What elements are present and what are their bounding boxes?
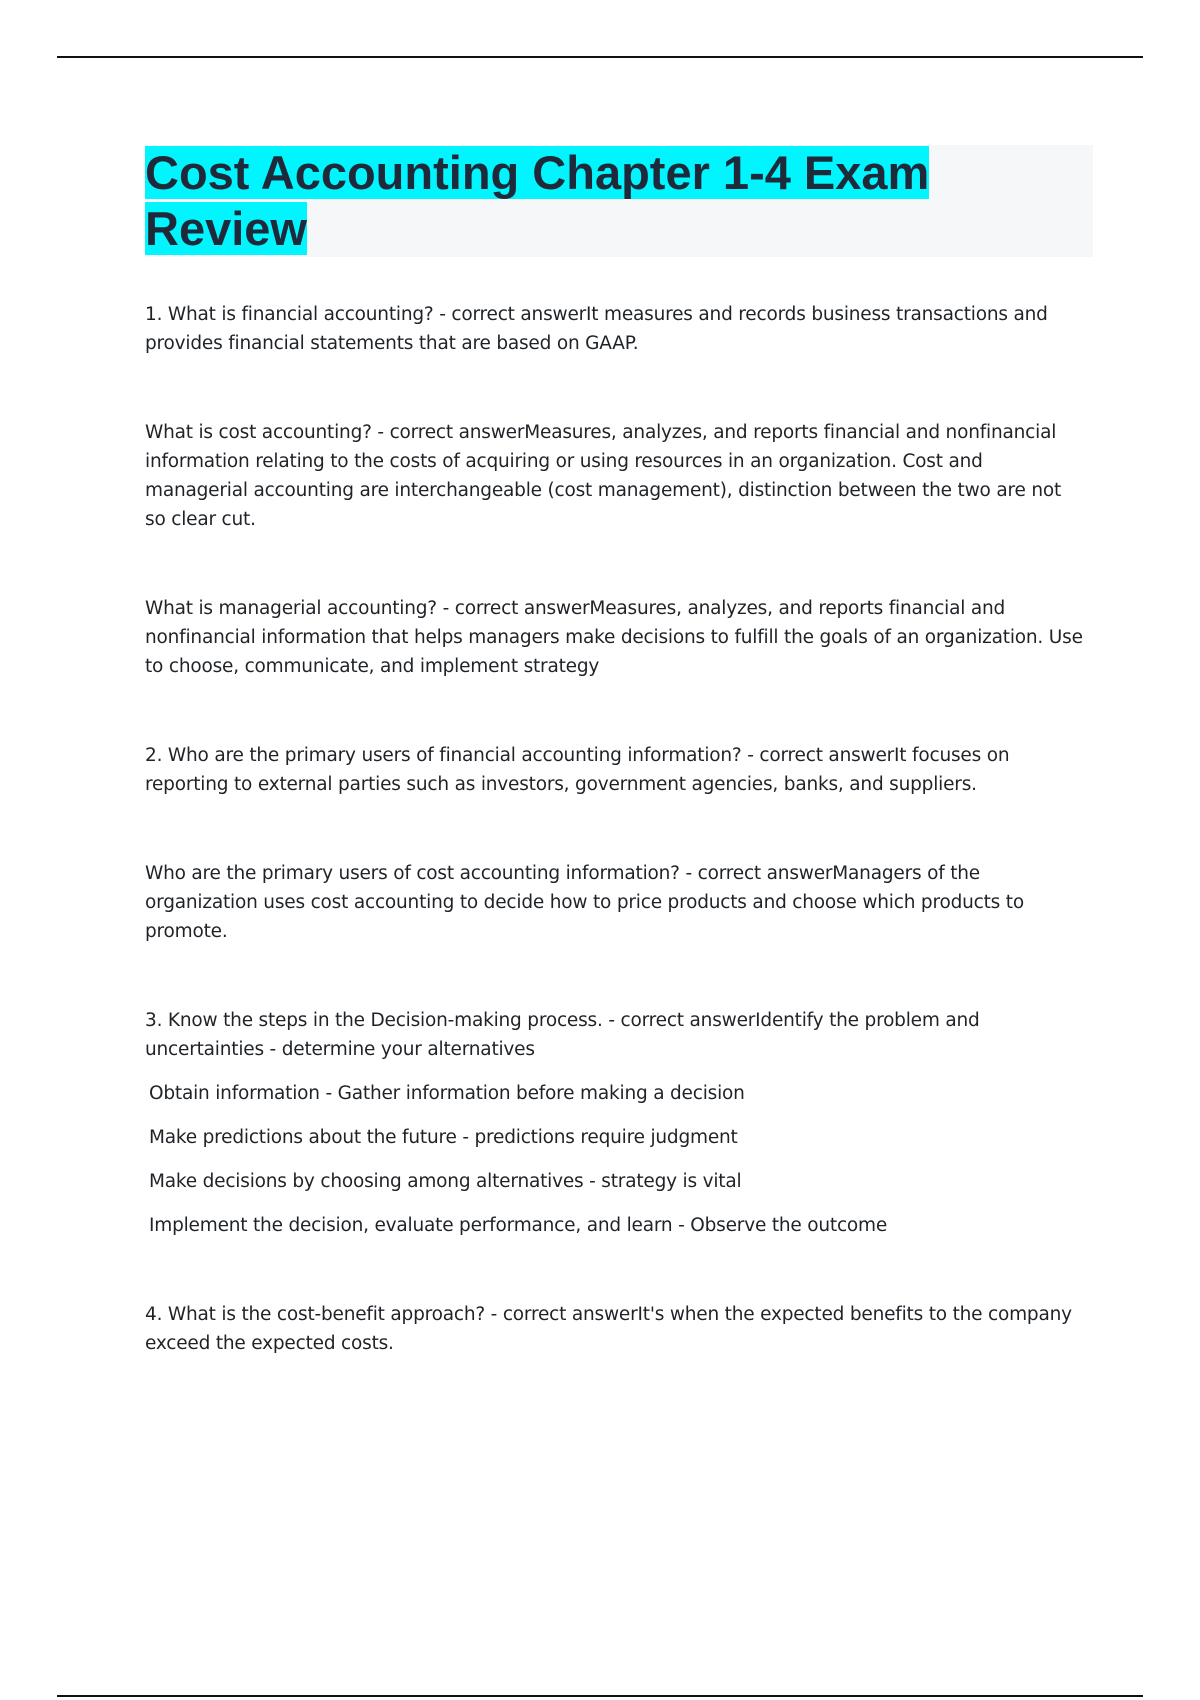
qa-financial-accounting: 1. What is financial accounting? - correct answerIt measures and records business transactions and provides financial statements that are based on GAAP.: [145, 304, 1048, 354]
qa-cost-accounting: What is cost accounting? - correct answerMeasures, analyzes, and reports financial and nonfinancial information relating to the costs of acquiring or using resources in an organization. Cost and managerial accounting are interchangeable (cost management), distinction between the two are not so clear cut.: [145, 422, 1062, 530]
document-title: Cost Accounting Chapter 1-4 Exam Review: [145, 146, 930, 255]
qa-managerial-accounting: What is managerial accounting? - correct answerMeasures, analyzes, and reports financial and nonfinancial information that helps managers make decisions to fulfill the goals of an organization. Use to choose, communicate, and implement strategy: [145, 598, 1083, 677]
qa-cost-benefit: 4. What is the cost-benefit approach? - correct answerIt's when the expected benefits to the company exceed the expected costs.: [145, 1304, 1072, 1354]
qa-cost-users: Who are the primary users of cost accounting information? - correct answerManagers of the organization uses cost accounting to decide how to price products and choose which products to promote.: [145, 863, 1024, 942]
qa-decision-process: 3. Know the steps in the Decision-making process. - correct answerIdentify the problem and uncertainties - determine your alternatives: [145, 1010, 980, 1060]
title-block: [145, 145, 1093, 257]
decision-step-decide: Make decisions by choosing among alternatives - strategy is vital: [149, 1171, 742, 1192]
qa-financial-users: 2. Who are the primary users of financial accounting information? - correct answerIt focuses on reporting to external parties such as investors, government agencies, banks, and suppliers.: [145, 745, 1010, 795]
decision-step-implement: Implement the decision, evaluate performance, and learn - Observe the outcome: [149, 1215, 888, 1236]
decision-step-obtain: Obtain information - Gather information before making a decision: [149, 1083, 745, 1104]
top-rule: [57, 56, 1143, 58]
bottom-rule: [57, 1695, 1143, 1697]
decision-step-predict: Make predictions about the future - predictions require judgment: [149, 1127, 738, 1148]
document-body: [145, 300, 1085, 1358]
